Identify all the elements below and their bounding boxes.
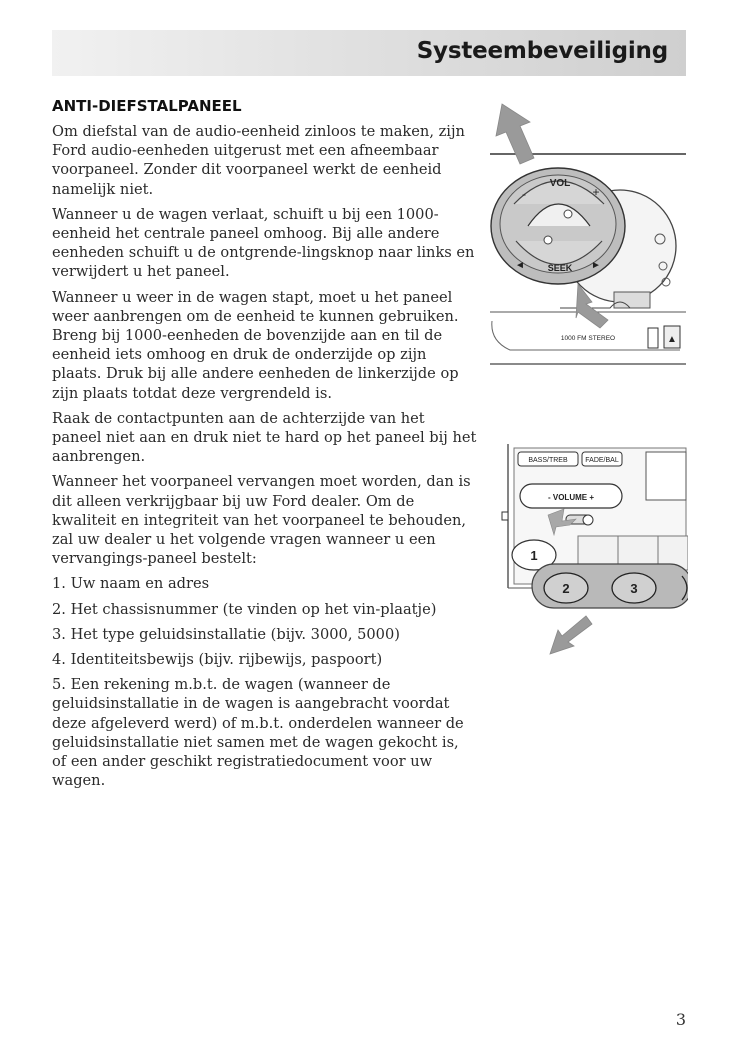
removal-arrow-icon xyxy=(550,616,592,654)
minus-glyph: - xyxy=(522,187,526,201)
radio-other-illustration xyxy=(498,440,688,660)
preset-3-label: 3 xyxy=(630,581,638,596)
bass-treb-label: BASS/TREB xyxy=(528,457,568,464)
unit-label: 1000 FM STEREO xyxy=(560,335,616,342)
seek-left-icon: ◄ xyxy=(515,260,525,271)
seek-label: SEEK xyxy=(547,263,573,273)
paragraph: Raak de contactpunten aan de achterzijde van het paneel niet aan en druk niet te hard op het paneel bij het aanbrengen. xyxy=(52,409,477,466)
list-item: 3. Het type geluidsinstallatie (bijv. 3000, 5000) xyxy=(52,625,400,643)
eject-icon: ▲ xyxy=(667,334,677,345)
page-number: 3 xyxy=(675,1010,686,1029)
fade-bal-label: FADE/BAL xyxy=(585,457,619,464)
seek-right-icon: ► xyxy=(591,260,601,271)
radio-1000-illustration xyxy=(480,96,688,396)
paragraph: Wanneer u weer in de wagen stapt, moet u het paneel weer aanbrengen om de eenheid te kunnen gebruiken. Breng bij 1000-eenheden de bovenzijde aan en til de eenheid iets omhoog en druk de onderzijde op zijn plaats. Druk bij alle andere eenheden de linkerzijde op zijn plaats totdat deze vergrendeld is. xyxy=(52,288,459,402)
list-item: 1. Uw naam en adres xyxy=(52,575,210,593)
vol-label: VOL xyxy=(549,178,571,189)
plus-glyph: + xyxy=(592,185,600,199)
paragraph: Om diefstal van de audio-eenheid zinloos te maken, zijn Ford audio-eenheden uitgerust met een afneembaar voorpaneel. Zonder dit voorpaneel werkt de eenheid namelijk niet. xyxy=(52,123,465,198)
section-heading: ANTI-DIEFSTALPANEEL xyxy=(52,97,242,115)
list-item: 2. Het chassisnummer (te vinden op het vin-plaatje) xyxy=(52,600,437,618)
front-panel xyxy=(532,564,688,608)
paragraph: Wanneer u de wagen verlaat, schuift u bij een 1000-eenheid het centrale paneel omhoog. Bij alle andere eenheden schuift u de ontgrende-lingsknop naar links en verwijdert u het paneel. xyxy=(52,205,475,281)
list-item: 5. Een rekening m.b.t. de wagen (wanneer de geluidsinstallatie in de wagen is aangebracht voordat deze afgeleverd werd) of m.b.t. onderdelen wanneer de geluidsinstallatie niet samen met de wagen gekocht is, of een ander geschikt registratiedocument voor uw wagen. xyxy=(52,676,464,790)
list-item: 4. Identiteitsbewijs (bijv. rijbewijs, paspoort) xyxy=(52,651,383,669)
preset-2-label: 2 xyxy=(562,581,570,596)
preset-1-label: 1 xyxy=(530,548,538,563)
paragraph: Wanneer het voorpaneel vervangen moet worden, dan is dit alleen verkrijgbaar bij uw Ford dealer. Om de kwaliteit en integriteit van het voorpaneel te behouden, zal uw dealer u het volgende vragen wanneer u een vervangings-paneel bestelt: xyxy=(52,473,471,568)
body-text xyxy=(52,122,477,797)
volume-label: - VOLUME + xyxy=(547,493,595,502)
page-title: Systeembeveiliging xyxy=(416,38,668,64)
slide-up-arrow-icon xyxy=(496,104,534,164)
